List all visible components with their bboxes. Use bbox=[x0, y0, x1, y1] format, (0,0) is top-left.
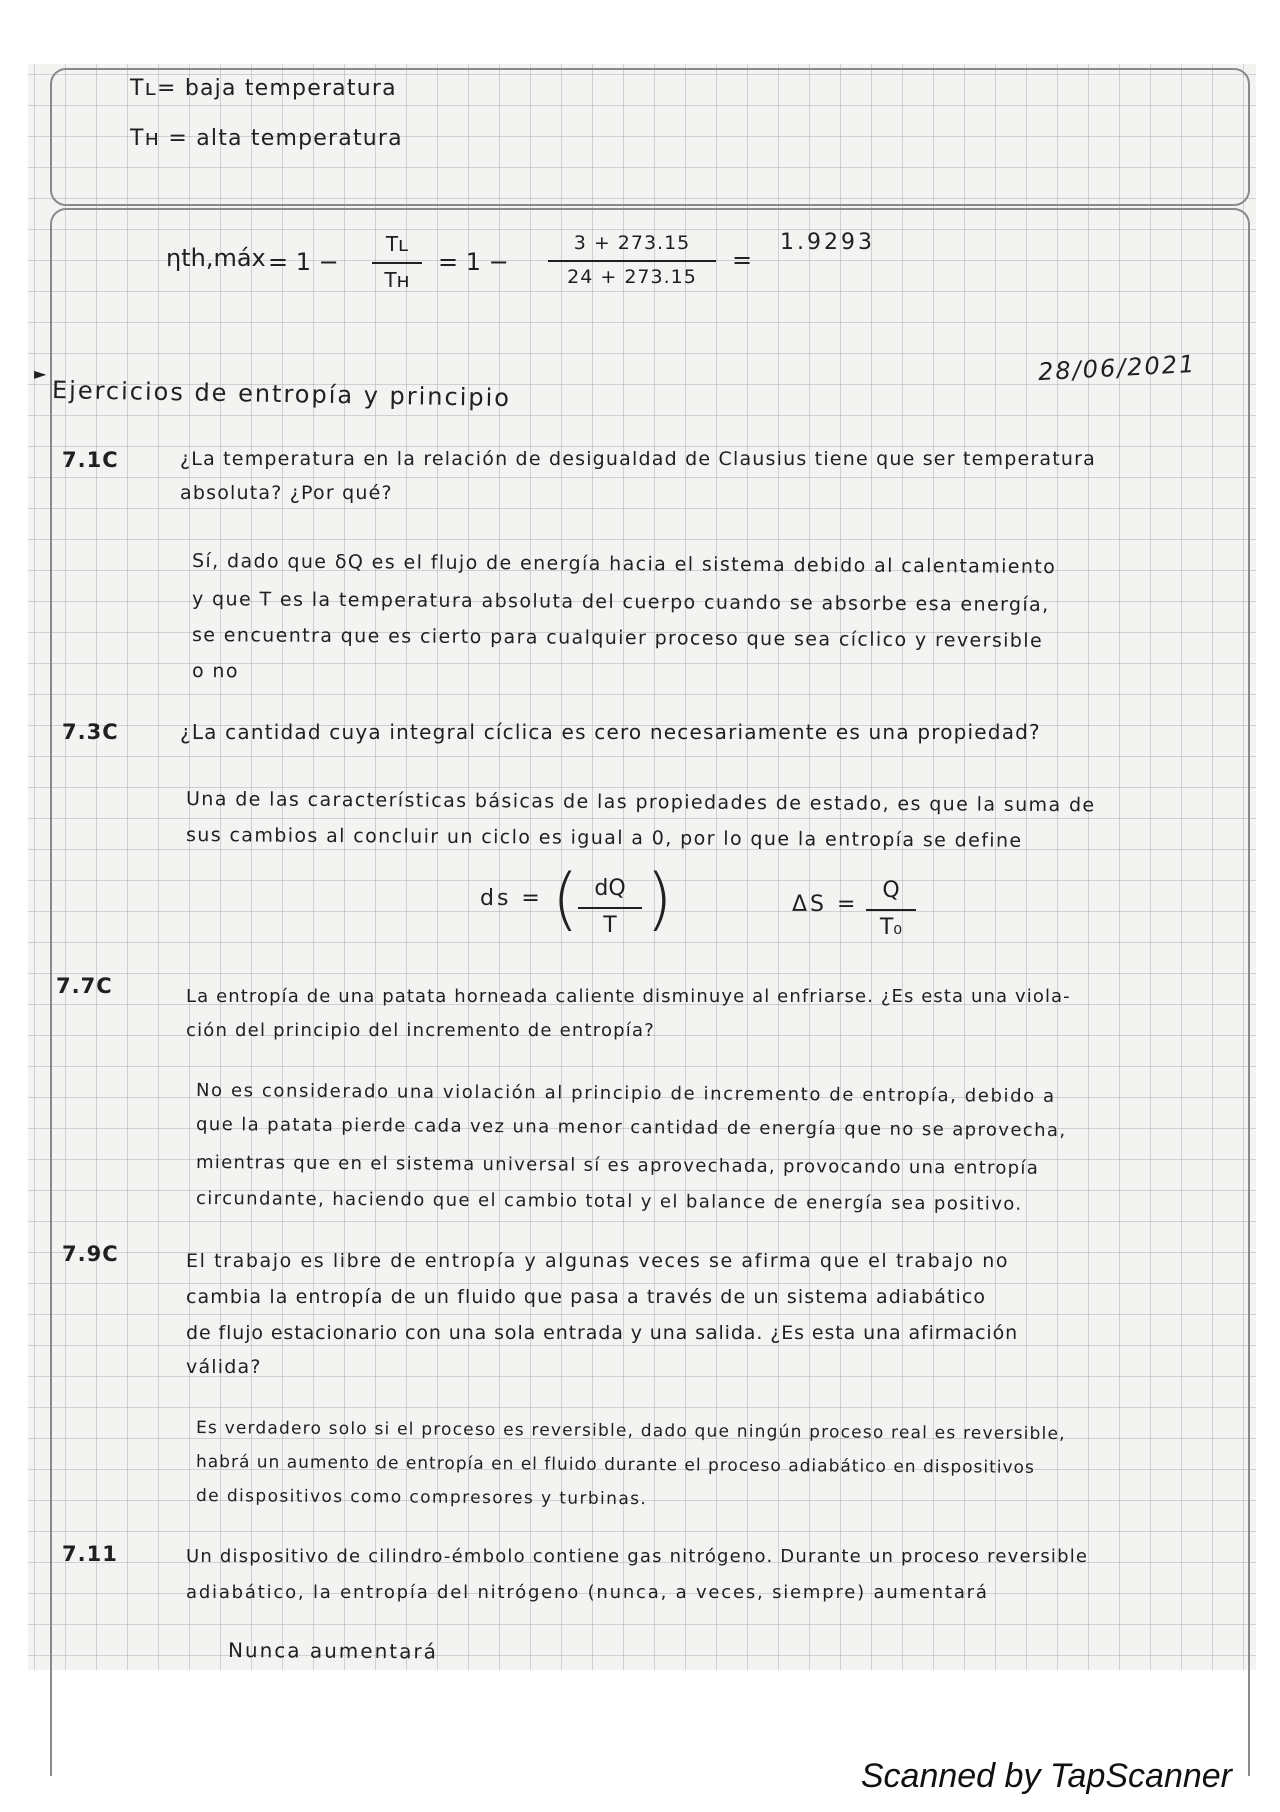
section-title: Ejercicios de entropía y principio bbox=[51, 376, 512, 413]
q-numerator: Q bbox=[882, 878, 900, 903]
q71-question-line2: absoluta? ¿Por qué? bbox=[180, 482, 393, 504]
q73-question: ¿La cantidad cuya integral cíclica es cero necesariamente es una propiedad? bbox=[180, 720, 1041, 744]
temperature-fraction bbox=[548, 232, 716, 288]
t-denominator: T bbox=[603, 913, 617, 938]
scanner-watermark: Scanned by TapScanner bbox=[860, 1757, 1232, 1795]
efficiency-symbol: ηth,máx bbox=[166, 244, 266, 272]
q71-answer-line3: se encuentra que es cierto para cualquier proceso que sea cíclico y reversible bbox=[191, 624, 1044, 652]
q711-question-line1: Un dispositivo de cilindro-émbolo contiene gas nitrógeno. Durante un proceso reversible bbox=[186, 1546, 1089, 1567]
fraction-denominator: 24 + 273.15 bbox=[567, 266, 697, 288]
q711-label: 7.11 bbox=[62, 1542, 118, 1566]
t0-denominator: T₀ bbox=[879, 915, 903, 940]
formula-eq1: = 1 − bbox=[268, 248, 339, 276]
q79-question-line3: de flujo estacionario con una sola entrada y una salida. ¿Es esta una afirmación bbox=[186, 1322, 1019, 1344]
q77-answer-line1: No es considerado una violación al principio de incremento de entropía, debido a bbox=[195, 1080, 1056, 1108]
q77-answer-line2: que la patata pierde cada vez una menor cantidad de energía que no se aprovecha, bbox=[195, 1114, 1067, 1142]
q77-label: 7.7C bbox=[56, 974, 113, 998]
q79-question-line4: válida? bbox=[186, 1356, 262, 1378]
th-denominator: Tʜ bbox=[384, 268, 410, 292]
section-date: 28/06/2021 bbox=[1037, 349, 1197, 387]
formula-result: 1.9293 bbox=[780, 230, 875, 255]
q-over-t0-fraction bbox=[866, 878, 916, 940]
q71-answer-line1: Sí, dado que δQ es el flujo de energía hacia el sistema debido al calentamiento bbox=[191, 550, 1057, 579]
dq-numerator: dQ bbox=[594, 876, 626, 901]
q79-answer-line3: de dispositivos como compresores y turbinas. bbox=[195, 1486, 648, 1510]
th-definition: Tʜ = alta temperatura bbox=[130, 126, 403, 151]
q71-answer-line2: y que T es la temperatura absoluta del cuerpo cuando se absorbe esa energía, bbox=[191, 588, 1050, 616]
formula-eq3: = bbox=[732, 246, 753, 274]
delta-s-lhs: ΔS = bbox=[792, 892, 859, 917]
q79-answer-line2: habrá un aumento de entropía en el fluido durante el proceso adiabático en dispositivos bbox=[195, 1452, 1035, 1478]
q71-question-line1: ¿La temperatura en la relación de desigualdad de Clausius tiene que ser temperatura bbox=[180, 448, 1096, 470]
q79-question-line2: cambia la entropía de un fluido que pasa a través de un sistema adiabático bbox=[186, 1286, 987, 1308]
q79-question-line1: El trabajo es libre de entropía y algunas veces se afirma que el trabajo no bbox=[186, 1250, 1010, 1272]
q77-question-line2: ción del principio del incremento de entropía? bbox=[186, 1020, 655, 1041]
q73-label: 7.3C bbox=[62, 720, 119, 744]
left-paren: ( bbox=[552, 860, 579, 939]
q711-question-line2: adiabático, la entropía del nitrógeno (nunca, a veces, siempre) aumentará bbox=[186, 1582, 989, 1603]
q79-answer-line1: Es verdadero solo si el proceso es reversible, dado que ningún proceso real es reversible, bbox=[195, 1418, 1066, 1445]
q711-answer: Nunca aumentará bbox=[227, 1638, 438, 1664]
fraction-numerator: 3 + 273.15 bbox=[573, 232, 691, 254]
q73-answer-line1: Una de las características básicas de las propiedades de estado, es que la suma de bbox=[185, 788, 1096, 817]
tl-over-th-fraction bbox=[372, 232, 422, 292]
q73-answer-line2: sus cambios al concluir un ciclo es igual a 0, por lo que la entropía se define bbox=[185, 824, 1023, 852]
tl-definition: Tʟ= baja temperatura bbox=[130, 76, 397, 101]
q71-answer-line4: o no bbox=[191, 660, 240, 683]
q71-label: 7.1C bbox=[62, 448, 119, 472]
q79-label: 7.9C bbox=[62, 1242, 119, 1266]
bullet-arrow-icon: ► bbox=[34, 364, 47, 383]
tl-numerator: Tʟ bbox=[385, 232, 409, 256]
right-paren: ) bbox=[646, 860, 673, 939]
q77-question-line1: La entropía de una patata horneada caliente disminuye al enfriarse. ¿Es esta una viola- bbox=[186, 986, 1071, 1007]
formula-eq2: = 1 − bbox=[438, 248, 509, 276]
dq-over-t-fraction bbox=[578, 876, 642, 938]
q77-answer-line4: circundante, haciendo que el cambio total y el balance de energía sea positivo. bbox=[195, 1188, 1023, 1215]
q77-answer-line3: mientras que en el sistema universal sí es aprovechada, provocando una entropía bbox=[195, 1152, 1040, 1179]
ds-equation-lhs: ds = bbox=[480, 886, 543, 911]
